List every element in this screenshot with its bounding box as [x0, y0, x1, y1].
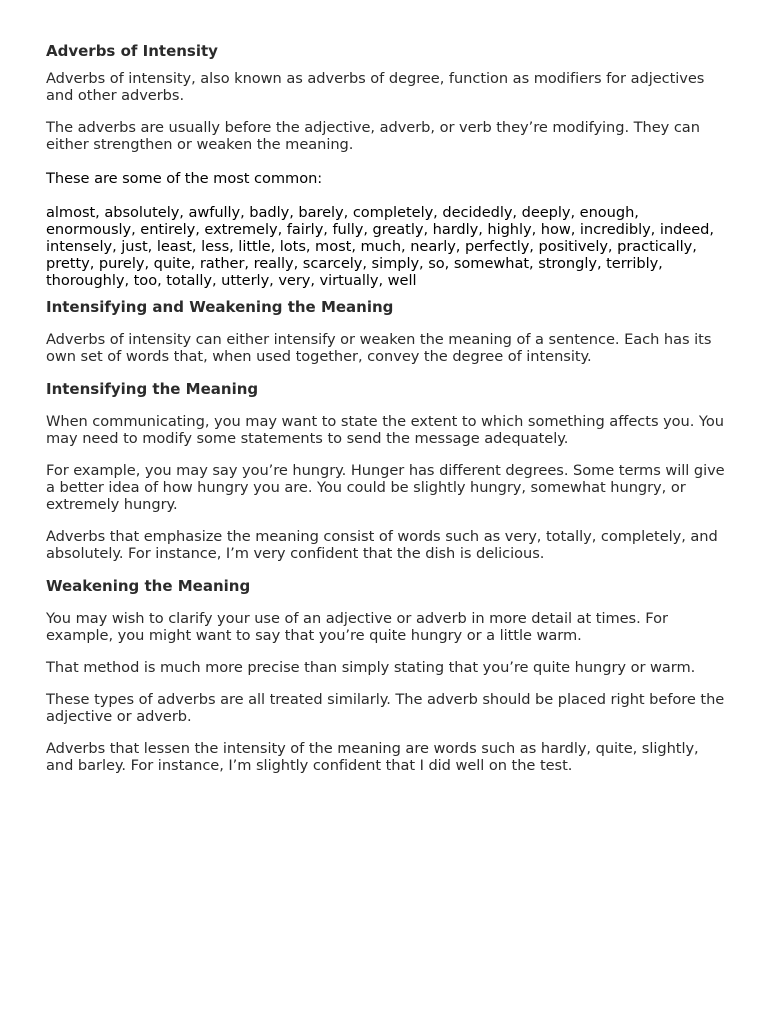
- section-paragraph: That method is much more precise than simply stating that you’re quite hungry or warm.: [46, 659, 696, 676]
- section-paragraph: Adverbs that emphasize the meaning consist of words such as very, totally, completely, and absolutely. For instance, I’m very confident that the dish is delicious.: [46, 528, 718, 562]
- intro-paragraph-2: The adverbs are usually before the adjective, adverb, or verb they’re modifying. They can either strengthen or weaken the meaning.: [46, 119, 700, 153]
- common-adverbs-intro: These are some of the most common:: [46, 170, 323, 187]
- intro-paragraph-1: Adverbs of intensity, also known as adverbs of degree, function as modifiers for adjectives and other adverbs.: [46, 70, 705, 104]
- section-heading-intensifying-weakening: Intensifying and Weakening the Meaning: [46, 298, 394, 316]
- section-paragraph: Adverbs that lessen the intensity of the meaning are words such as hardly, quite, slightly, and barley. For instance, I’m slightly confident that I did well on the test.: [46, 740, 699, 774]
- document-title: Adverbs of Intensity: [46, 42, 218, 60]
- section-paragraph: When communicating, you may want to state the extent to which something affects you. You may need to modify some statements to send the message adequately.: [46, 413, 724, 447]
- common-adverbs-list: almost, absolutely, awfully, badly, barely, completely, decidedly, deeply, enough, enormously, entirely, extremely, fairly, fully, greatly, hardly, highly, how, incredibly, indeed, intensely, just, least, less, little, lots, most, much, nearly, perfectly, positively, practically, pretty, purely, quite, rather, really, scarcely, simply, so, somewhat, strongly, terribly, thoroughly, too, totally, utterly, very, virtually, well: [46, 204, 714, 289]
- section-paragraph: These types of adverbs are all treated similarly. The adverb should be placed right before the adjective or adverb.: [46, 691, 725, 725]
- section-heading-intensifying: Intensifying the Meaning: [46, 380, 259, 398]
- section-paragraph: For example, you may say you’re hungry. Hunger has different degrees. Some terms will give a better idea of how hungry you are. You could be slightly hungry, somewhat hungry, or extremely hungry.: [46, 462, 725, 513]
- document-page: [46, 42, 726, 774]
- section-paragraph: Adverbs of intensity can either intensify or weaken the meaning of a sentence. Each has its own set of words that, when used together, convey the degree of intensity.: [46, 331, 712, 365]
- section-heading-weakening: Weakening the Meaning: [46, 577, 251, 595]
- section-paragraph: You may wish to clarify your use of an adjective or adverb in more detail at times. For example, you might want to say that you’re quite hungry or a little warm.: [46, 610, 668, 644]
